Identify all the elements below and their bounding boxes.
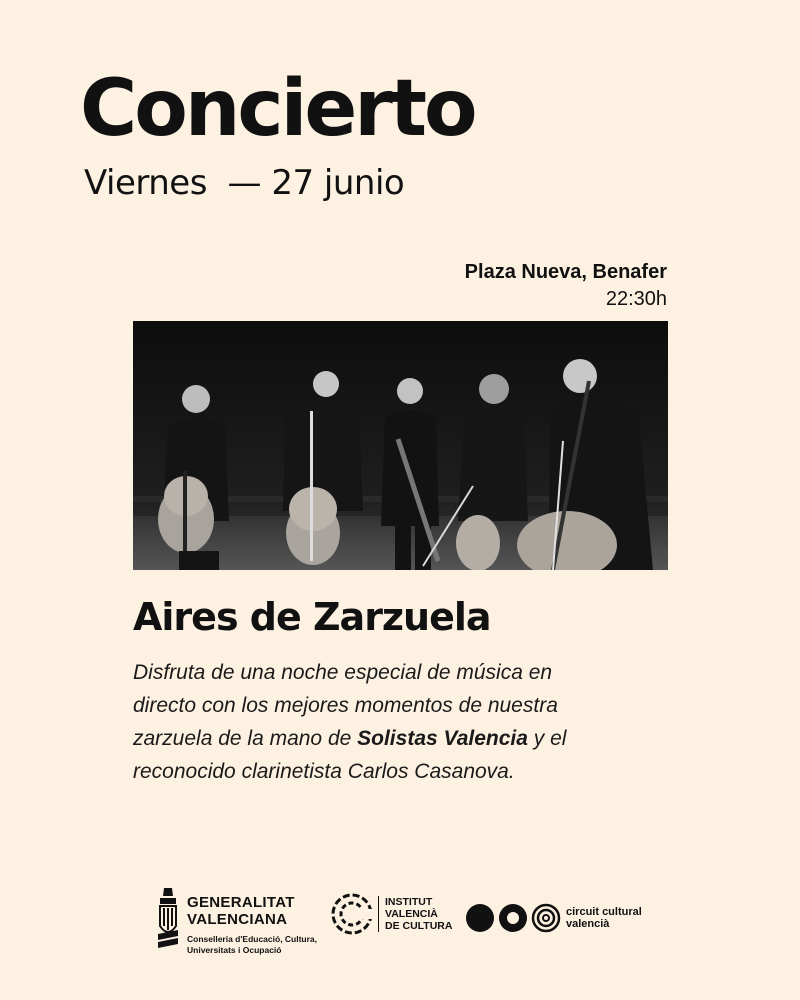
- event-description: [133, 656, 603, 788]
- event-name: Aires de Zarzuela: [133, 595, 491, 639]
- generalitat-shield-icon: [155, 886, 181, 948]
- gv-line2: VALENCIANA: [187, 911, 288, 928]
- ivc-line3: DE CULTURA: [385, 920, 453, 932]
- ccv-name: [566, 906, 642, 930]
- event-date: Viernes — 27 junio: [84, 163, 405, 203]
- generalitat-department: [187, 934, 317, 956]
- ivc-name: [378, 896, 452, 932]
- circuit-circles-icon: [464, 902, 562, 934]
- description-ensemble: Solistas Valencia: [357, 727, 528, 750]
- venue-time: 22:30h: [605, 288, 667, 310]
- musicians-photo: [133, 321, 668, 570]
- description-text-1: Disfruta de una noche especial de música en directo con los mejores momentos de nuestra zarzuela de la mano de: [133, 661, 558, 750]
- venue-info: [465, 259, 667, 313]
- musicians-photo-illustration: [133, 321, 668, 570]
- venue-place: Plaza Nueva, Benafer: [464, 261, 667, 283]
- page-title: Concierto: [80, 64, 475, 154]
- ccv-line2: valencià: [566, 918, 610, 930]
- gv-sub1: Conselleria d'Educació, Cultura,: [187, 934, 318, 944]
- ivc-line2: VALENCIÀ: [385, 908, 438, 920]
- ivc-line1: INSTITUT: [385, 896, 433, 908]
- generalitat-name: [187, 894, 295, 928]
- gv-sub2: Universitats i Ocupació: [187, 945, 282, 955]
- description-text-2: y el reconocido clarinetista Carlos Casanova.: [133, 727, 567, 783]
- sponsor-logos: [0, 880, 800, 960]
- gv-line1: GENERALITAT: [187, 894, 295, 911]
- ivc-emblem-icon: [330, 892, 374, 936]
- ccv-line1: circuit cultural: [566, 906, 642, 918]
